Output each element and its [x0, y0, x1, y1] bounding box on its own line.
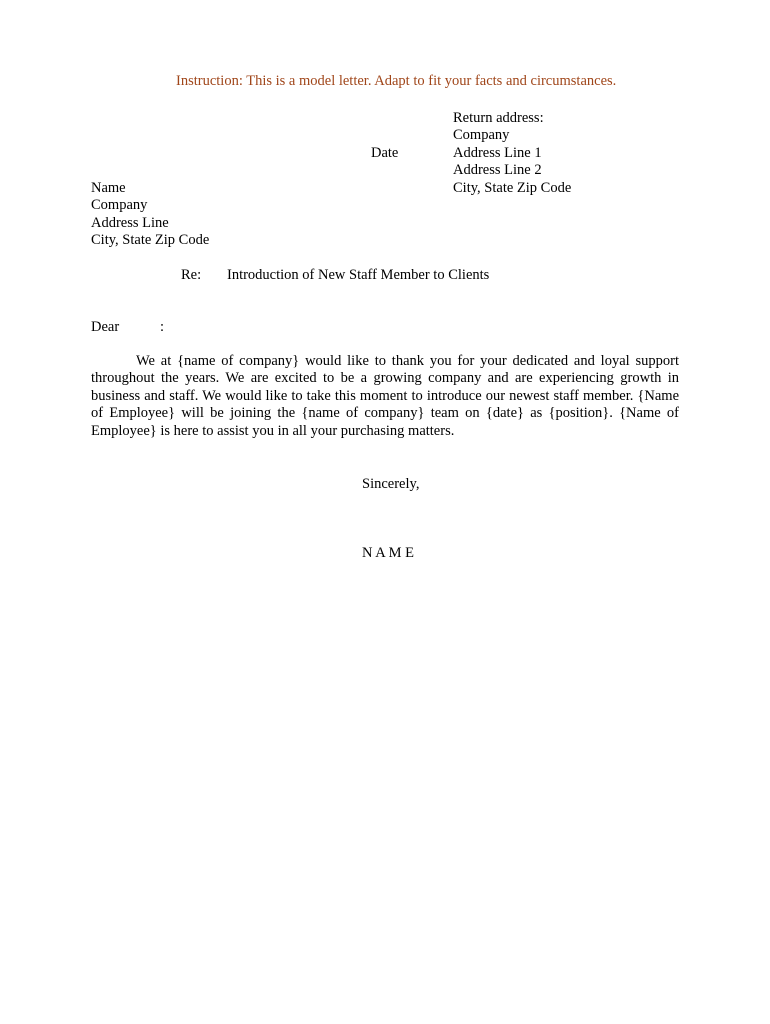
- date-label: Date: [371, 145, 399, 161]
- return-address-heading: Return address:: [453, 110, 544, 126]
- body-paragraph: We at {name of company} would like to thank you for your dedicated and loyal support throughout the years. We are excited to be a growing company and are experiencing growth in business and staff. We would like to take this moment to introduce our newest staff member. {Name of Employee} will be joining the {name of company} team on {date} as {position}. {Name of Employee} is here to assist you in all your purchasing matters.: [91, 353, 679, 439]
- signature-name: N A M E: [362, 545, 414, 561]
- recipient-city-state-zip: City, State Zip Code: [91, 232, 210, 249]
- return-address-company: Company: [453, 127, 510, 144]
- re-label: Re:: [181, 267, 202, 283]
- recipient-name: Name: [91, 180, 126, 196]
- return-address-block: [453, 110, 571, 197]
- closing: Sincerely,: [362, 476, 420, 492]
- salutation-colon: :: [160, 319, 165, 335]
- re-subject: Introduction of New Staff Member to Clients: [227, 267, 490, 283]
- salutation-word: Dear: [91, 319, 120, 335]
- recipient-company: Company: [91, 197, 148, 214]
- return-address-line-1: Address Line 1: [453, 144, 542, 161]
- return-address-line-2: Address Line 2: [453, 162, 542, 179]
- return-address-city-state-zip: City, State Zip Code: [453, 179, 572, 196]
- instruction-note: Instruction: This is a model letter. Adapt to fit your facts and circumstances.: [176, 73, 617, 89]
- recipient-address-line: Address Line: [91, 214, 169, 231]
- recipient-address-block: [91, 180, 209, 250]
